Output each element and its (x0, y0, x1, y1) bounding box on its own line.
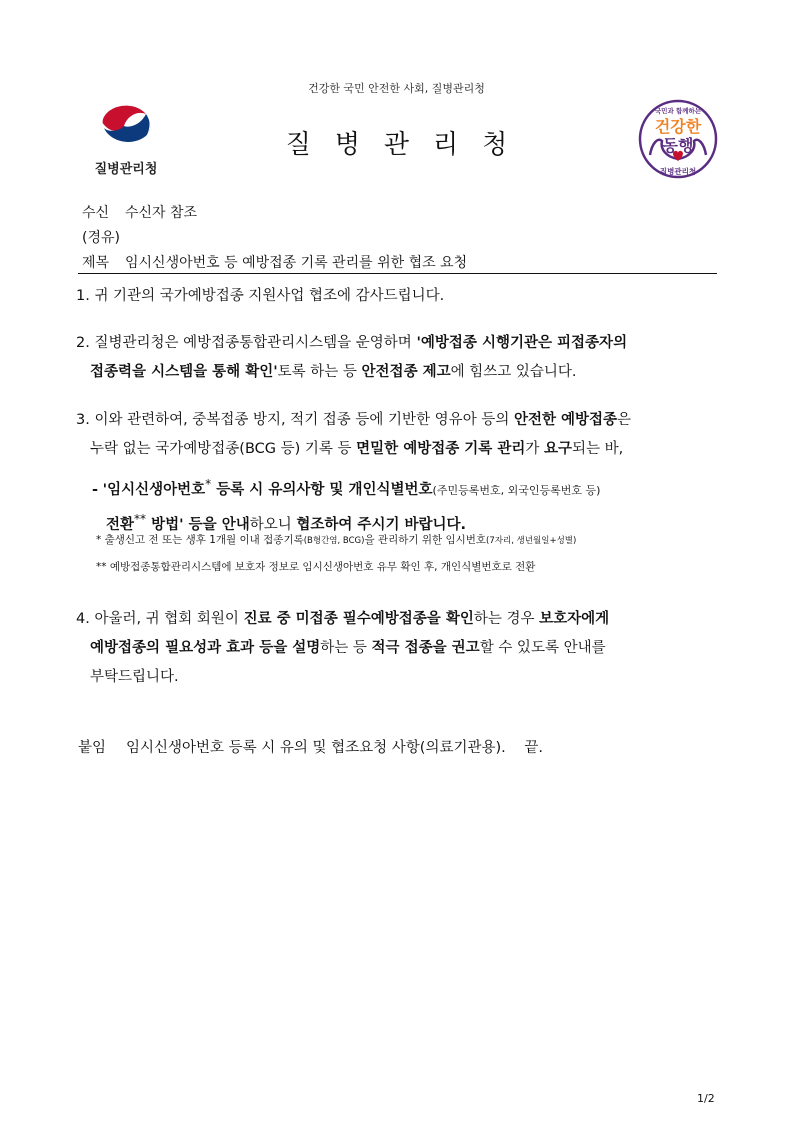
campaign-badge (636, 97, 720, 181)
bullet-bold-e: 방법' 등을 안내 (146, 516, 250, 533)
paragraph-4 (76, 605, 721, 692)
paragraph-3 (76, 406, 721, 464)
p3-bold-b: 안전한 예방접종 (513, 412, 618, 428)
bullet-bold-d: 전환 (106, 516, 135, 533)
badge-line4: 질병관리청 (659, 167, 697, 176)
bullet-sup-d: ** (134, 511, 147, 526)
logo-agency-name: 질병관리청 (94, 162, 158, 177)
recipient-label: 수신 (82, 205, 110, 221)
p2-bold-e: 안전접종 제고 (361, 364, 451, 380)
bullet-dash: - (92, 481, 99, 498)
note1-d: (7자리, 생년월일+성별) (486, 536, 577, 546)
bullet-sup-a: * (205, 477, 212, 491)
subject-value: 임시신생아번호 등 예방접종 기록 관리를 위한 협조 요청 (125, 255, 468, 271)
paragraph-1: 1. 귀 기관의 국가예방접종 지원사업 협조에 감사드립니다. (76, 288, 445, 304)
attachment-end: 끝. (524, 740, 543, 756)
bullet-text-f: 하오니 (249, 516, 297, 533)
subject-label: 제목 (82, 255, 110, 271)
p4-text-a: 4. 아울러, 귀 협회 회원이 (76, 611, 244, 627)
page-number: 1/2 (697, 1092, 715, 1105)
attachment-label: 붙임 (78, 740, 107, 756)
via-line: (경유) (82, 230, 120, 246)
p3-bold-g: 요구 (543, 441, 572, 457)
p3-text-a: 3. 이와 관련하여, 중복접종 방지, 적기 접종 등에 기반한 영유아 등의 (76, 412, 514, 428)
p4-text-c: 하는 경우 (473, 611, 540, 627)
badge-line3: 동행 (662, 136, 694, 155)
p4-bold-b: 진료 중 미접종 필수예방접종을 확인 (243, 611, 474, 627)
p2-bold-c: 접종력을 시스템을 통해 확인' (90, 364, 278, 380)
badge-line1: 국민과 함께하는 (654, 107, 702, 115)
subject-line (82, 252, 467, 272)
badge-line2: 건강한 (654, 117, 702, 136)
p3-text-c: 은 (617, 412, 632, 428)
p4-text-f: 하는 등 (320, 640, 372, 656)
p3-bold-e: 면밀한 예방접종 기록 관리 (356, 441, 526, 457)
note1-b: (B형간염, BCG) (303, 536, 365, 546)
p2-text-f: 에 힘쓰고 있습니다. (450, 364, 577, 380)
footnote-1 (96, 526, 721, 555)
p4-text-i: 부탁드립니다. (90, 669, 179, 685)
p4-bold-d: 보호자에게 (539, 611, 610, 627)
p4-bold-g: 적극 접종을 권고 (371, 640, 480, 656)
recipient-value: 수신자 참조 (125, 205, 198, 221)
note1-a: * 출생신고 전 또는 생후 1개월 이내 접종기록 (96, 534, 304, 546)
agency-title: 질병관리청 (285, 130, 532, 160)
p2-bold-b: '예방접종 시행기관은 피접종자의 (416, 335, 628, 351)
bullet-bold-b: 등록 시 유의사항 및 개인식별번호 (211, 481, 433, 498)
slogan: 건강한 국민 안전한 사회, 질병관리청 (308, 82, 485, 95)
attachment-line (78, 736, 543, 757)
bullet-bold-a: '임시신생아번호 (102, 481, 206, 498)
header-divider (78, 273, 717, 274)
footnote-2: ** 예방접종통합관리시스템에 보호자 정보로 임시신생아번호 유무 확인 후, 개인식별번호로 전환 (96, 561, 536, 573)
p2-text-a: 2. 질병관리청은 예방접종통합관리시스템을 운영하며 (76, 335, 417, 351)
p2-text-d: 토록 하는 등 (277, 364, 362, 380)
bullet-small-c: (주민등록번호, 외국인등록번호 등) (432, 483, 601, 497)
attachment-value: 임시신생아번호 등록 시 유의 및 협조요청 사항(의료기관용). (126, 740, 506, 756)
p4-text-h: 할 수 있도록 안내를 (479, 640, 606, 656)
p3-text-d: 누락 없는 국가예방접종(BCG 등) 기록 등 (90, 441, 357, 457)
p3-text-h: 되는 바, (572, 441, 624, 457)
bullet-bold-g: 협조하여 주시기 바랍니다. (296, 516, 467, 533)
paragraph-2 (76, 329, 721, 387)
note1-c: 을 관리하기 위한 임시번호 (364, 534, 487, 546)
recipient-line (82, 202, 197, 222)
p4-bold-e: 예방접종의 필요성과 효과 등을 설명 (90, 640, 321, 656)
p3-text-f: 가 (525, 441, 544, 457)
